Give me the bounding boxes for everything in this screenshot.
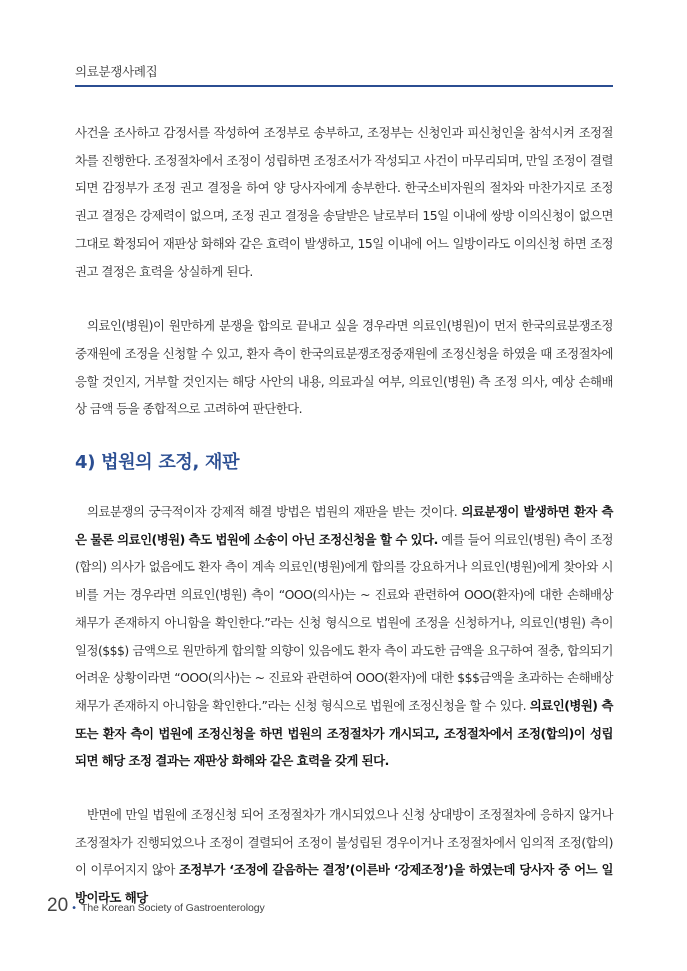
paragraph-2: 의료인(병원)이 원만하게 분쟁을 합의로 끝내고 싶을 경우라면 의료인(병원)이 먼저 한국의료분쟁조정중재원에 조정을 신청할 수 있고, 환자 측이 한국의료분쟁조정중재원에 조정신청을 하였을 때 조정절차에 응할 것인지, 거부할 것인지는 해당 사안의 내용, 의료과실 여부, 의료인(병원) 측 조정 의사, 예상 손해배상 금액 등을 종합적으로 고려하여 판단한다. bbox=[75, 318, 613, 417]
paragraph-1: 사건을 조사하고 감정서를 작성하여 조정부로 송부하고, 조정부는 신청인과 피신청인을 참석시켜 조정절차를 진행한다. 조정절차에서 조정이 성립하면 조정조서가 작성되고 사건이 마무리되며, 만일 조정이 결렬되면 감정부가 조정 권고 결정을 하여 양 당사자에게 송부한다. 한국소비자원의 절차와 마찬가지로 조정 권고 결정은 강제력이 없으며, 조정 권고 결정을 송달받은 날로부터 15일 이내에 쌍방 이의신청이 없으면 그대로 확정되어 재판상 화해와 같은 효력이 발생하고, 15일 이내에 어느 일방이라도 이의신청 하면 조정 권고 결정은 효력을 상실하게 된다. bbox=[75, 125, 613, 279]
paragraph-3-bold-b: 의료분쟁이 발생하면 환자 측은 물론 의료인(병원) 측도 법원에 소송이 아닌 조정신청을 할 수 있다. bbox=[75, 504, 614, 547]
running-header: 의료분쟁사례집 bbox=[75, 64, 158, 79]
paragraph-3-text-c: 예를 들어 의료인(병원) 측이 조정(합의) 의사가 없음에도 환자 측이 계속 의료인(병원)에게 합의를 강요하거나 의료인(병원)에게 찾아와 시비를 거는 경우라면 의료인(병원) 측이 “OOO(의사)는 ~ 진료와 관련하여 OOO(환자)에 대한 손해배상 채무가 존재하지 아니함을 확인한다.”라는 신청 형식으로 법원에 조정을 신청하거나, 의료인(병원) 측이 일정($$$) 금액으로 원만하게 합의할 의향이 있음에도 환자 측이 과도한 금액을 요구하여 절충, 합의되기 어려운 상황이라면 “OOO(의사)는 ~ 진료와 관련하여 OOO(환자)에 대한 $$$금액을 초과하는 손해배상 채무가 존재하지 아니함을 확인한다.”라는 신청 형식으로 법원에 조정신청을 할 수 있다. bbox=[75, 531, 614, 713]
section-heading: 4) 법원의 조정, 재판 bbox=[75, 452, 240, 474]
page-number: 20 bbox=[47, 895, 69, 916]
document-body bbox=[75, 119, 613, 912]
society-name: The Korean Society of Gastroenterology bbox=[81, 902, 265, 914]
paragraph-4-text-a: 반면에 만일 법원에 조정신청 되어 조정절차가 개시되었으나 신청 상대방이 조정절차에 응하지 않거나 조정절차가 진행되었으나 조정이 결렬되어 조정이 불성립된 경우이거나 조정절차에서 임의적 조정(합의)이 이루어지지 않아 bbox=[75, 807, 613, 878]
paragraph-3 bbox=[75, 498, 613, 775]
page-footer bbox=[47, 895, 265, 917]
footer-bullet-icon: • bbox=[71, 903, 78, 914]
paragraph-3-text-a: 의료분쟁의 궁극적이자 강제적 해결 방법은 법원의 재판을 받는 것이다. bbox=[87, 504, 462, 520]
header-divider bbox=[75, 85, 613, 87]
paragraph-4-bold-b: 조정부가 ‘조정에 갈음하는 결정’(이른바 ‘강제조정’)을 하였는데 당사자 중 어느 일방이라도 해당 bbox=[75, 862, 613, 906]
paragraph-3-bold-d: 의료인(병원) 측 또는 환자 측이 법원에 조정신청을 하면 법원의 조정절차가 개시되고, 조정절차에서 조정(합의)이 성립되면 해당 조정 결과는 재판상 화해와 같은 효력을 갖게 된다. bbox=[75, 697, 613, 769]
